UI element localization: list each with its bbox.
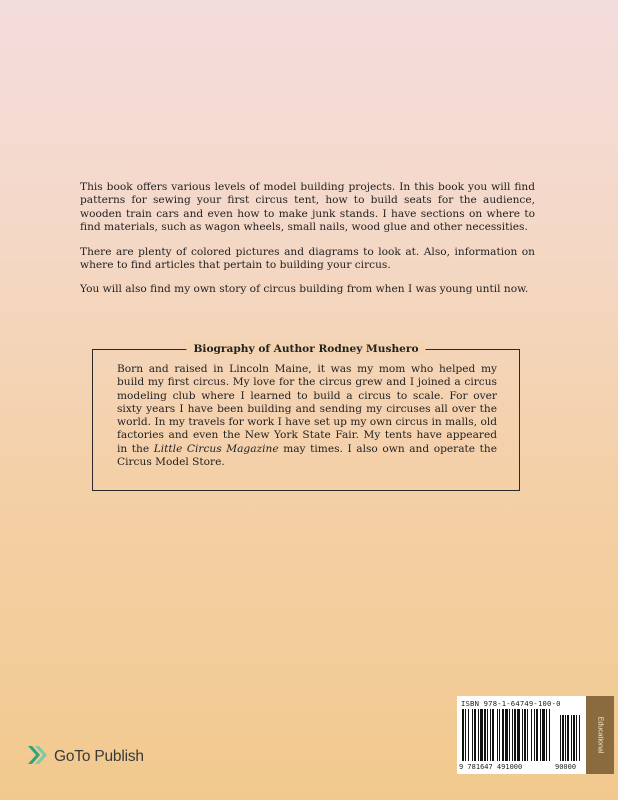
intro-paragraph: This book offers various levels of model building projects. In this book you will find patterns for sewing your first circus tent, how to build seats for the audience, wooden train cars and even how to make junk stands. I have sections on where to find materials, such as wagon wheels, small nails, wood glue and other necessities. (80, 181, 535, 234)
biography-text-part: Born and raised in Lincoln Maine, it was my mom who helped my build my first circus. My love for the circus grew and I joined a circus modeling club where I learned to build a circus to scale. For over sixty years I have been building and sending my circuses all over the world. In my travels for work I have set up my own circus in malls, old factories and even the New York State Fair. My tents have appeared in the (117, 363, 497, 455)
goto-arrow-icon (26, 742, 50, 772)
intro-paragraph: You will also find my own story of circus building from when I was young until now. (80, 283, 529, 296)
barcode-addon-number: 90000 (555, 763, 577, 771)
barcode-bars (460, 709, 583, 763)
isbn-barcode (457, 696, 586, 774)
publisher-name: GoTo Publish (54, 748, 144, 765)
category-label: Educational (596, 716, 604, 754)
intro-paragraph: There are plenty of colored pictures and diagrams to look at. Also, information on where to find articles that pertain to building your circus. (80, 245, 535, 272)
biography-title: Biography of Author Rodney Mushero (186, 342, 425, 356)
isbn-label: ISBN 978-1-64749-100-0 (461, 699, 561, 708)
category-tab (586, 696, 614, 774)
barcode-number (459, 763, 584, 771)
author-biography-box (92, 343, 520, 491)
biography-text (117, 363, 497, 469)
publisher-logo (26, 742, 144, 772)
biography-text-part: may times. I also own and operate the Circus Model Store. (117, 442, 498, 469)
intro-text (80, 181, 535, 308)
barcode-main-number: 9 781647 491000 (459, 763, 523, 771)
magazine-title: Little Circus Magazine (153, 442, 279, 455)
